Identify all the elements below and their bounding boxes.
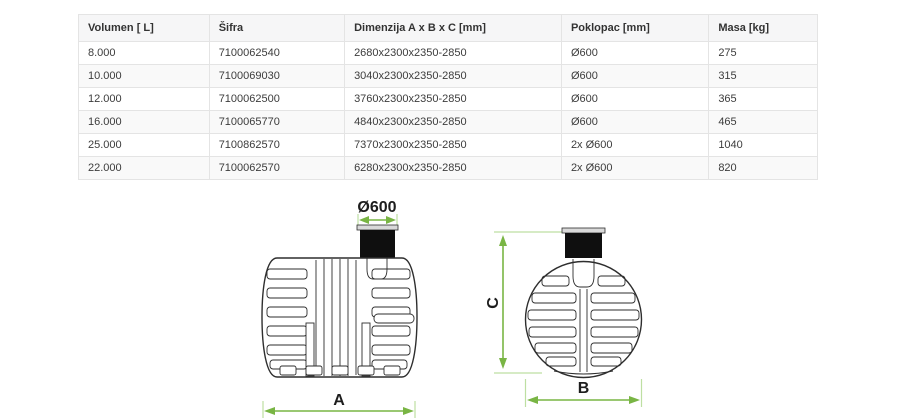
cell-dimenzija: 6280x2300x2350-2850: [345, 157, 562, 180]
cell-dimenzija: 3040x2300x2350-2850: [345, 65, 562, 88]
cell-masa: 315: [709, 65, 818, 88]
width-dimension-arrow-icon: [527, 396, 640, 404]
table-row: [79, 111, 818, 134]
cell-dimenzija: 7370x2300x2350-2850: [345, 134, 562, 157]
cell-sifra: 7100862570: [209, 134, 344, 157]
cell-poklopac: Ø600: [561, 65, 708, 88]
cell-poklopac: 2x Ø600: [561, 134, 708, 157]
spec-table: [78, 14, 818, 180]
cell-poklopac: 2x Ø600: [561, 157, 708, 180]
manhole-cap: [565, 233, 602, 258]
tank-end-outline: [526, 262, 642, 378]
rib-pill: [374, 314, 414, 323]
col-header-dimenzija: Dimenzija A x B x C [mm]: [345, 15, 562, 42]
end-view-drawing: [470, 195, 660, 419]
cell-masa: 275: [709, 42, 818, 65]
cell-dimenzija: 2680x2300x2350-2850: [345, 42, 562, 65]
cell-dimenzija: 3760x2300x2350-2850: [345, 88, 562, 111]
cell-poklopac: Ø600: [561, 42, 708, 65]
cell-sifra: 7100062500: [209, 88, 344, 111]
table-row: [79, 65, 818, 88]
spec-table-head: [79, 15, 818, 42]
table-row: [79, 88, 818, 111]
col-header-volumen: Volumen [ L]: [79, 15, 210, 42]
length-label: A: [333, 392, 345, 409]
cell-volumen: 16.000: [79, 111, 210, 134]
cell-volumen: 25.000: [79, 134, 210, 157]
cell-volumen: 8.000: [79, 42, 210, 65]
cell-sifra: 7100069030: [209, 65, 344, 88]
cell-volumen: 10.000: [79, 65, 210, 88]
spec-table-container: [78, 14, 818, 180]
table-row: [79, 157, 818, 180]
height-label: C: [485, 297, 502, 309]
cell-masa: 1040: [709, 134, 818, 157]
cell-sifra: 7100062540: [209, 42, 344, 65]
width-label: B: [577, 380, 590, 397]
cell-masa: 820: [709, 157, 818, 180]
manhole-collar: [562, 228, 605, 233]
cell-poklopac: Ø600: [561, 88, 708, 111]
cell-sifra: 7100065770: [209, 111, 344, 134]
cell-volumen: 12.000: [79, 88, 210, 111]
manhole-collar: [357, 225, 398, 230]
col-header-sifra: Šifra: [209, 15, 344, 42]
side-view-drawing: [250, 195, 425, 419]
cell-masa: 365: [709, 88, 818, 111]
manhole-cap: [360, 230, 395, 258]
cell-dimenzija: 4840x2300x2350-2850: [345, 111, 562, 134]
col-header-poklopac: Poklopac [mm]: [561, 15, 708, 42]
table-row: [79, 42, 818, 65]
col-header-masa: Masa [kg]: [709, 15, 818, 42]
cell-masa: 465: [709, 111, 818, 134]
header-row: [79, 15, 818, 42]
cell-volumen: 22.000: [79, 157, 210, 180]
lid-diameter-label: Ø600: [357, 199, 397, 216]
cell-poklopac: Ø600: [561, 111, 708, 134]
table-row: [79, 134, 818, 157]
cell-sifra: 7100062570: [209, 157, 344, 180]
spec-table-body: [79, 42, 818, 180]
